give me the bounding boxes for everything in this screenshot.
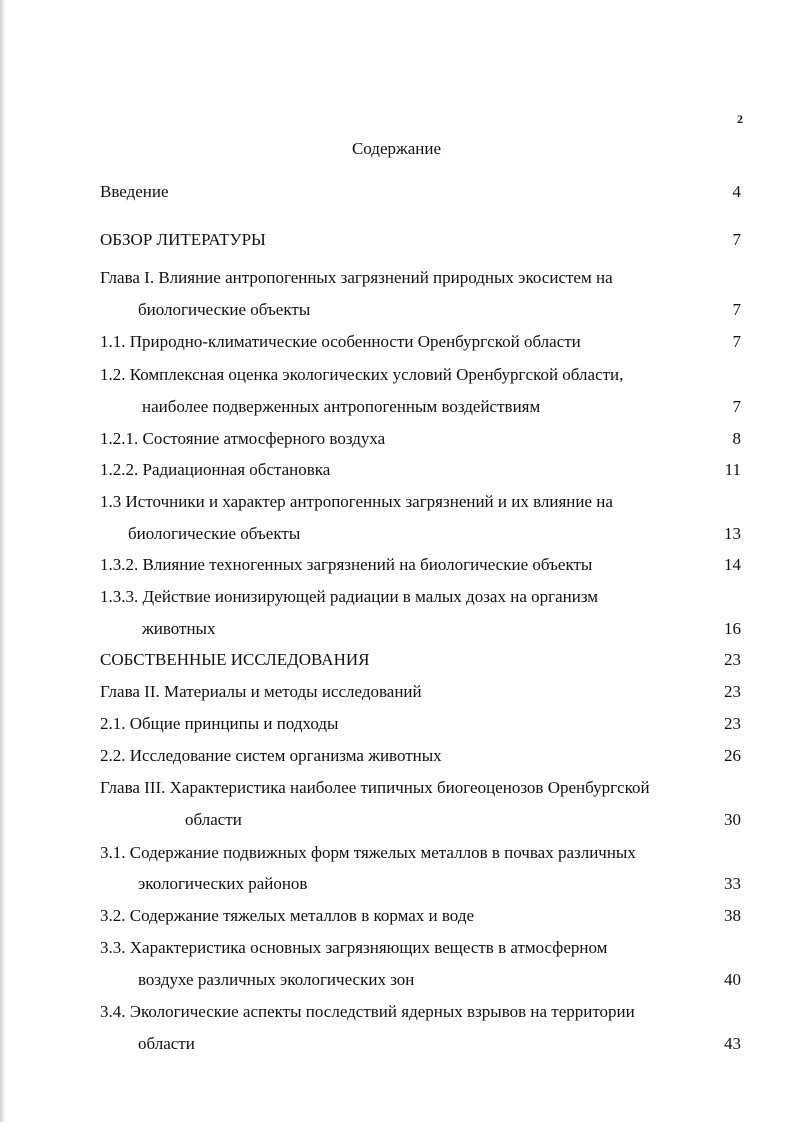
toc-entry-page: 33 bbox=[724, 874, 741, 893]
toc-entry-text-continued: наиболее подверженных антропогенным воздействиям bbox=[142, 397, 541, 416]
toc-entry-text-continued: биологические объекты bbox=[128, 524, 301, 543]
toc-entry-page: 16 bbox=[724, 619, 741, 638]
toc-entry-page: 14 bbox=[724, 555, 741, 574]
toc-entry-page: 26 bbox=[724, 746, 741, 765]
toc-entry-page: 30 bbox=[724, 810, 741, 829]
toc-entry-text-continued: области bbox=[185, 810, 242, 829]
toc-entry-page: 13 bbox=[724, 524, 741, 543]
toc-entry-text: Введение bbox=[100, 182, 169, 201]
toc-entry-page: 7 bbox=[732, 300, 741, 319]
toc-title: Содержание bbox=[351, 139, 442, 158]
toc-entry-page: 8 bbox=[732, 429, 741, 448]
toc-entry-page: 23 bbox=[724, 714, 741, 733]
toc-entry-text: СОБСТВЕННЫЕ ИССЛЕДОВАНИЯ bbox=[100, 650, 370, 669]
toc-entry-text-continued: животных bbox=[142, 619, 216, 638]
toc-entry-text: 3.3. Характеристика основных загрязняющих веществ в атмосферном bbox=[100, 938, 608, 957]
toc-entry-text-continued: биологические объекты bbox=[138, 300, 311, 319]
toc-entry-page: 38 bbox=[724, 906, 741, 925]
toc-entry-page: 7 bbox=[732, 332, 741, 351]
toc-entry-text: 1.3.3. Действие ионизирующей радиации в малых дозах на организм bbox=[100, 587, 599, 606]
toc-entry-text: Глава III. Характеристика наиболее типичных биогеоценозов Оренбургской bbox=[100, 778, 650, 797]
toc-entry-text: 1.2.2. Радиационная обстановка bbox=[100, 460, 331, 479]
toc-entry-text: ОБЗОР ЛИТЕРАТУРЫ bbox=[100, 230, 266, 249]
toc-entry-page: 7 bbox=[732, 397, 741, 416]
toc-entry-text: 3.1. Содержание подвижных форм тяжелых металлов в почвах различных bbox=[100, 843, 636, 862]
toc-entry-page: 23 bbox=[724, 650, 741, 669]
toc-entry-text: 1.2.1. Состояние атмосферного воздуха bbox=[100, 429, 386, 448]
toc-entry-text: 1.3.2. Влияние техногенных загрязнений на биологические объекты bbox=[100, 555, 593, 574]
toc-entry-text: Глава I. Влияние антропогенных загрязнений природных экосистем на bbox=[100, 268, 613, 287]
toc-entry-text: 2.1. Общие принципы и подходы bbox=[100, 714, 339, 733]
toc-entry-text: 2.2. Исследование систем организма животных bbox=[100, 746, 442, 765]
page-number: 2 bbox=[737, 112, 743, 126]
toc-entry-text: 1.1. Природно-климатические особенности Оренбургской области bbox=[100, 332, 581, 351]
toc-entry-page: 7 bbox=[732, 230, 741, 249]
toc-entry-page: 40 bbox=[724, 970, 741, 989]
toc-entry-text: 1.2. Комплексная оценка экологических условий Оренбургской области, bbox=[100, 365, 624, 384]
toc-entry-text-continued: экологических районов bbox=[138, 874, 308, 893]
toc-entry-page: 23 bbox=[724, 682, 741, 701]
toc-entry-text-continued: области bbox=[138, 1034, 195, 1053]
toc-entry-text: 3.2. Содержание тяжелых металлов в кормах и воде bbox=[100, 906, 475, 925]
toc-entry-page: 4 bbox=[732, 182, 741, 201]
toc-entry-text: 1.3 Источники и характер антропогенных загрязнений и их влияние на bbox=[100, 492, 613, 511]
toc-entry-page: 11 bbox=[724, 460, 741, 479]
toc-entry-text-continued: воздухе различных экологических зон bbox=[138, 970, 415, 989]
scan-edge-shadow bbox=[0, 0, 6, 1122]
toc-entry-text: 3.4. Экологические аспекты последствий ядерных взрывов на территории bbox=[100, 1002, 635, 1021]
toc-entry-text: Глава II. Материалы и методы исследований bbox=[100, 682, 422, 701]
toc-entry-page: 43 bbox=[724, 1034, 741, 1053]
